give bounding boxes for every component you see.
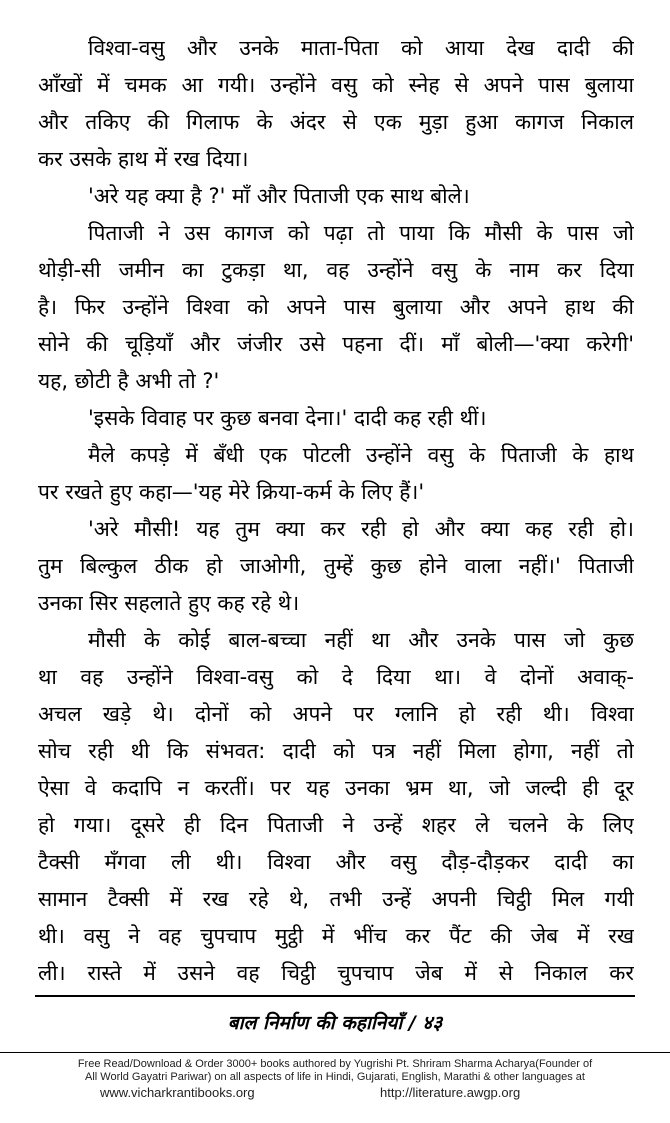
text-line-9: सोने की चूड़ियाँ और जंजीर उसे पहना दीं। माँ बोली—'क्या करेगी' <box>38 332 634 356</box>
text-line-19: अचल खड़े थे। दोनों को अपने पर ग्लानि हो रही थी। विश्वा <box>38 702 634 726</box>
text-line-18: था वह उन्होंने विश्वा-वसु को दे दिया था। वे दोनों अवाक्- <box>38 665 634 689</box>
page-footer: बाल निर्माण की कहानियाँ / ४३ <box>227 1012 443 1034</box>
text-line-5: 'अरे यह क्या है ?' माँ और पिताजी एक साथ बोले। <box>88 184 470 208</box>
free-read-line-2: All World Gayatri Pariwar) on all aspects of life in Hindi, Gujarati, English, Marathi & other languages at <box>85 1071 585 1083</box>
text-line-13: पर रखते हुए कहा—'यह मेरे क्रिया-कर्म के लिए हैं।' <box>38 480 425 504</box>
note-divider <box>0 1052 670 1053</box>
site-link-right[interactable]: http://literature.awgp.org <box>380 1085 521 1100</box>
text-line-23: टैक्सी मँगवा ली थी। विश्वा और वसु दौड़-दौड़कर दादी का <box>38 850 634 874</box>
site-link-left[interactable]: www.vicharkrantibooks.org <box>100 1085 255 1100</box>
text-line-6: पिताजी ने उस कागज को पढ़ा तो पाया कि मौसी के पास जो <box>88 221 634 245</box>
text-line-17: मौसी के कोई बाल-बच्चा नहीं था और उनके पास जो कुछ <box>88 628 634 652</box>
text-line-10: यह, छोटी है अभी तो ?' <box>38 369 220 393</box>
text-line-2: आँखों में चमक आ गयी। उन्होंने वसु को स्नेह से अपने पास बुलाया <box>38 73 634 97</box>
text-line-14: 'अरे मौसी! यह तुम क्या कर रही हो और क्या कह रही हो। <box>88 517 634 541</box>
text-line-25: थी। वसु ने वह चुपचाप मुट्ठी में भींच कर पैंट की जेब में रख <box>38 924 634 948</box>
text-line-1: विश्वा-वसु और उनके माता-पिता को आया देख दादी की <box>88 36 634 60</box>
text-line-15: तुम बिल्कुल ठीक हो जाओगी, तुम्हें कुछ होने वाला नहीं।' पिताजी <box>38 554 634 578</box>
free-read-note <box>0 1058 670 1084</box>
text-line-3: और तकिए की गिलाफ के अंदर से एक मुड़ा हुआ कागज निकाल <box>38 110 634 134</box>
text-line-21: ऐसा वे कदापि न करतीं। पर यह उनका भ्रम था, जो जल्दी ही दूर <box>38 776 634 800</box>
text-line-8: है। फिर उन्होंने विश्वा को अपने पास बुलाया और अपने हाथ की <box>38 295 634 319</box>
text-line-20: सोच रही थी कि संभवत: दादी को पत्र नहीं मिला होगा, नहीं तो <box>38 739 634 763</box>
text-line-22: हो गया। दूसरे ही दिन पिताजी ने उन्हें शहर ले चलने के लिए <box>38 813 634 837</box>
text-line-26: ली। रास्ते में उसने वह चिट्ठी चुपचाप जेब में से निकाल कर <box>38 961 634 985</box>
text-line-16: उनका सिर सहलाते हुए कह रहे थे। <box>38 591 300 615</box>
footer-divider <box>35 995 635 997</box>
text-line-7: थोड़ी-सी जमीन का टुकड़ा था, वह उन्होंने वसु के नाम कर दिया <box>38 258 634 282</box>
text-line-4: कर उसके हाथ में रख दिया। <box>38 147 249 171</box>
text-line-11: 'इसके विवाह पर कुछ बनवा देना।' दादी कह रही थीं। <box>88 406 487 430</box>
text-line-12: मैले कपड़े में बँधी एक पोटली उन्होंने वसु के पिताजी के हाथ <box>88 443 634 467</box>
free-read-line-1: Free Read/Download & Order 3000+ books authored by Yugrishi Pt. Shriram Sharma Acharya(Founder of <box>77 1058 593 1070</box>
text-line-24: सामान टैक्सी में रख रहे थे, तभी उन्हें अपनी चिट्ठी मिल गयी <box>38 887 634 911</box>
